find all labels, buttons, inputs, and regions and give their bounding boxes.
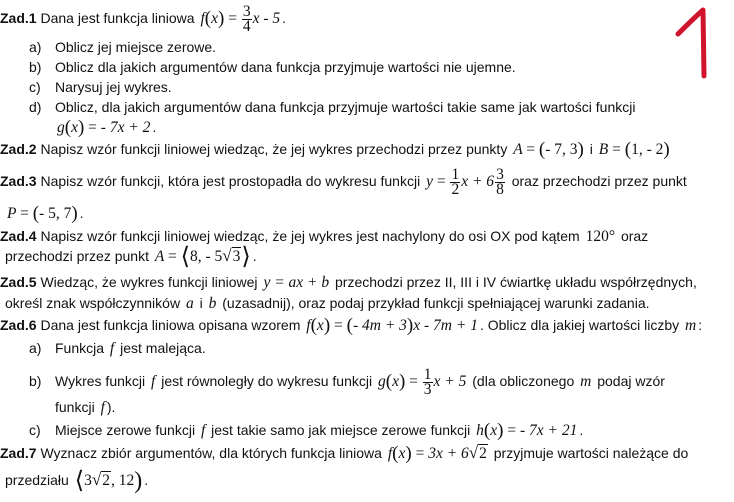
task-4: Zad.4 Napisz wzór funkcji liniowej wiedząc, że jej wykres jest nachylony do osi OX pod kątem 120° oraz bbox=[0, 228, 649, 245]
task-6-item-b-line2: funkcji f ). bbox=[55, 399, 116, 416]
task-1-item-a: a) Oblicz jej miejsce zerowe. bbox=[29, 39, 217, 55]
grade-mark-icon bbox=[670, 2, 730, 82]
task-1-header: Zad.1 Dana jest funkcja liniowa f(x) = $\frac{3}{4}$ x - 5 . bbox=[0, 3, 286, 35]
task-5: Zad.5 Wiedząc, że wykres funkcji liniowej y = ax + b przechodzi przez II, III i IV ćwiartkę układu współrzędnych, bbox=[0, 274, 697, 291]
task-1-item-d: d) Oblicz, dla jakich argumentów dana funkcja przyjmuje wartości takie same jak wartości funkcji bbox=[29, 99, 636, 115]
task-1-intro: Dana jest funkcja liniowa bbox=[40, 10, 195, 27]
task-1-label: Zad.1 bbox=[0, 10, 37, 27]
task-3-point: P = (- 5, 7) . bbox=[7, 203, 84, 224]
task-6-item-b: b) Wykres funkcji f jest równoległy do wykresu funkcji g(x) = $\frac{1}{3}$ x + 5 (dla obliczonego m podaj wzór bbox=[29, 366, 665, 398]
task-5-line2: określ znak współczynników a i b (uzasadnij), oraz podaj przykład funkcji spełniającej warunki zadania. bbox=[5, 295, 650, 312]
task-4-line2: przechodzi przez punkt A = ⟨8, - 5√3⟩ . bbox=[5, 244, 257, 270]
task-6-item-a: a) Funkcja f jest malejąca. bbox=[29, 340, 206, 357]
task-1-item-b: b) Oblicz dla jakich argumentów dana funkcja przyjmuje wartości nie ujemne. bbox=[29, 59, 516, 75]
task-6: Zad.6 Dana jest funkcja liniowa opisana wzorem f(x) = (- 4m + 3)x - 7m + 1 . Oblicz dla jakiej wartości liczby m : bbox=[0, 315, 703, 336]
task-7-line2: przedziału ⟨3√2, 12) . bbox=[5, 468, 149, 494]
task-1-item-d-formula: g(x) = - 7x + 2 . bbox=[57, 117, 157, 138]
task-6-item-c: c) Miejsce zerowe funkcji f jest takie samo jak miejsce zerowe funkcji h(x) = - 7x + 21 . bbox=[29, 420, 584, 441]
task-1-formula: f(x) = $\frac{3}{4}$ x - 5 bbox=[200, 3, 281, 35]
task-3: Zad.3 Napisz wzór funkcji, która jest prostopadła do wykresu funkcji y = $\frac{1}{2}$ x + 6 $\frac{3}{8}$ oraz przechodzi przez punkt bbox=[0, 166, 687, 198]
task-7: Zad.7 Wyznacz zbiór argumentów, dla których funkcja liniowa f(x) = 3x + 6√2 przyjmuje wartości należące do bbox=[0, 443, 689, 464]
task-1-item-c: c) Narysuj jej wykres. bbox=[29, 79, 172, 95]
task-2: Zad.2 Napisz wzór funkcji liniowej wiedząc, że jej wykres przechodzi przez punkty A = (- 7, 3) i B = (1, - 2) bbox=[0, 139, 670, 160]
